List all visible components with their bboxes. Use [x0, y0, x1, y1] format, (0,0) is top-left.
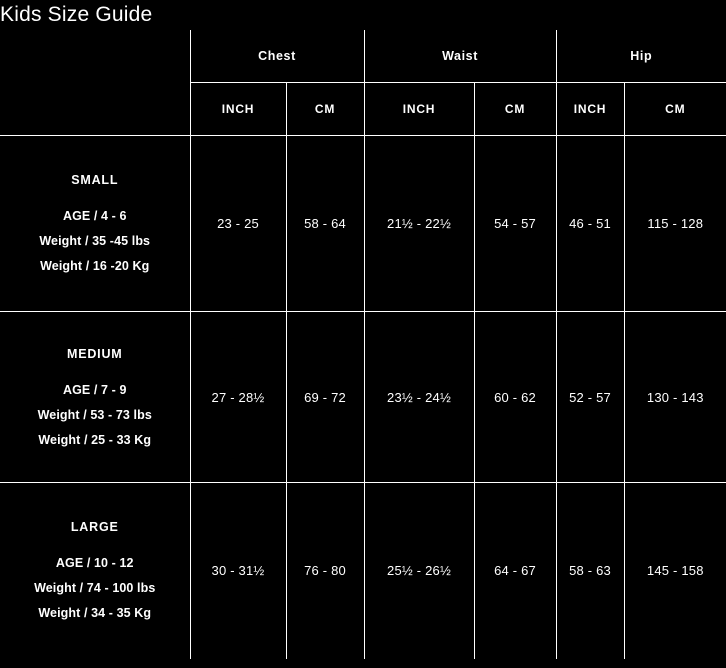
unit-header-waist-cm: CM	[474, 83, 556, 136]
value-large-waist-cm: 64 - 67	[474, 483, 556, 659]
unit-header-waist-inch: INCH	[364, 83, 474, 136]
size-detail-medium-age: AGE / 7 - 9	[62, 382, 127, 397]
value-large-waist-inch: 25½ - 26½	[364, 483, 474, 659]
size-info-large	[0, 483, 190, 659]
value-medium-chest-cm: 69 - 72	[286, 312, 364, 483]
value-large-hip-inch: 58 - 63	[556, 483, 624, 659]
value-medium-hip-cm: 130 - 143	[624, 312, 726, 483]
value-medium-hip-inch: 52 - 57	[556, 312, 624, 483]
value-small-waist-inch: 21½ - 22½	[364, 136, 474, 312]
header-corner-blank	[0, 30, 190, 83]
value-large-chest-cm: 76 - 80	[286, 483, 364, 659]
table-header-groups	[0, 30, 726, 83]
value-large-chest-inch: 30 - 31½	[190, 483, 286, 659]
size-detail-small-weight-kg: Weight / 16 -20 Kg	[40, 259, 150, 273]
page-title: Kids Size Guide	[0, 3, 153, 26]
size-detail-small-weight-lbs: Weight / 35 -45 lbs	[39, 234, 151, 248]
size-info-medium	[0, 312, 190, 483]
size-guide-table	[0, 30, 726, 659]
unit-header-hip-cm: CM	[624, 83, 726, 136]
value-small-hip-inch: 46 - 51	[556, 136, 624, 312]
size-detail-medium-weight-lbs: Weight / 53 - 73 lbs	[37, 407, 152, 422]
size-info-small	[0, 136, 190, 312]
value-small-hip-cm: 115 - 128	[624, 136, 726, 312]
size-detail-large-age: AGE / 10 - 12	[55, 556, 134, 571]
size-label-medium: MEDIUM	[67, 346, 123, 361]
table-row	[0, 312, 726, 483]
value-small-chest-inch: 23 - 25	[190, 136, 286, 312]
value-small-waist-cm: 54 - 57	[474, 136, 556, 312]
size-label-small: SMALL	[71, 173, 119, 187]
size-detail-small-age: AGE / 4 - 6	[62, 209, 127, 223]
table-header-units	[0, 83, 726, 136]
unit-header-chest-cm: CM	[286, 83, 364, 136]
size-detail-large-weight-kg: Weight / 34 - 35 Kg	[38, 606, 152, 621]
value-small-chest-cm: 58 - 64	[286, 136, 364, 312]
table-row	[0, 136, 726, 312]
group-header-hip: Hip	[556, 30, 726, 83]
unit-header-hip-inch: INCH	[556, 83, 624, 136]
unit-header-chest-inch: INCH	[190, 83, 286, 136]
table-row	[0, 483, 726, 659]
size-label-large: LARGE	[70, 520, 119, 535]
size-detail-large-weight-lbs: Weight / 74 - 100 lbs	[34, 581, 156, 596]
size-detail-medium-weight-kg: Weight / 25 - 33 Kg	[38, 432, 152, 447]
group-header-waist: Waist	[364, 30, 556, 83]
value-medium-waist-cm: 60 - 62	[474, 312, 556, 483]
value-large-hip-cm: 145 - 158	[624, 483, 726, 659]
units-corner-blank	[0, 83, 190, 136]
group-header-chest: Chest	[190, 30, 364, 83]
value-medium-waist-inch: 23½ - 24½	[364, 312, 474, 483]
value-medium-chest-inch: 27 - 28½	[190, 312, 286, 483]
